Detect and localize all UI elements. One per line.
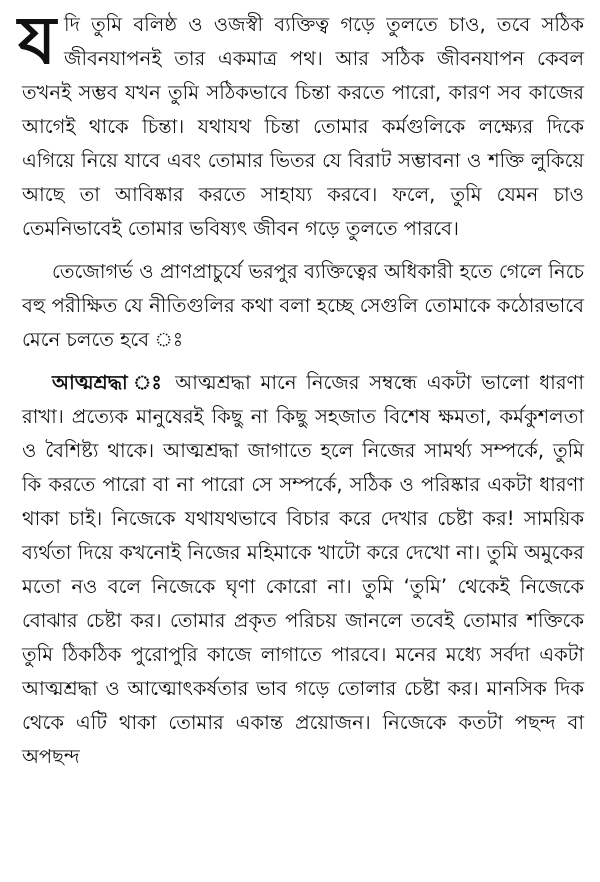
paragraph-2-text: তেজোগর্ভ ও প্রাণপ্রাচুর্যে ভরপুর ব্যক্তিত্বের অধিকারী হতে গেলে নিচে বহু পরীক্ষিত যে নীতিগুলির কথা বলা হচ্ছে সেগুলি তোমাকে কঠোরভাবে মেনে চলতে হবে ঃ — [22, 260, 584, 351]
section-heading-self-respect: আত্মশ্রদ্ধা ঃ — [52, 371, 166, 394]
drop-cap-letter: য — [18, 2, 57, 79]
paragraph-1 — [18, 2, 584, 246]
paragraph-3-text: আত্মশ্রদ্ধা মানে নিজের সম্বন্ধে একটা ভালো ধারণা রাখা। প্রত্যেক মানুষেরই কিছু না কিছু সহজাত বিশেষ ক্ষমতা, কর্মকুশলতা ও বৈশিষ্ট্য থাকে। আত্মশ্রদ্ধা জাগাতে হলে নিজের সামর্থ্য সম্পর্কে, তুমি কি করতে পারো বা না পারো সে সম্পর্কে, সঠিক ও পরিষ্কার একটা ধারণা থাকা চাই। নিজেকে যথাযথভাবে বিচার করে দেখার চেষ্টা কর! সাময়িক ব্যর্থতা দিয়ে কখনোই নিজের মহিমাকে খাটো করে দেখো না। তুমি অমুকের মতো নও বলে নিজেকে ঘৃণা কোরো না। তুমি ‘তুমি’ থেকেই নিজেকে বোঝার চেষ্টা কর। তোমার প্রকৃত পরিচয় জানলে তবেই তোমার শক্তিকে তুমি ঠিকঠিক পুরোপুরি কাজে লাগাতে পারবে। মনের মধ্যে সর্বদা একটা আত্মশ্রদ্ধা ও আত্মোৎকর্ষতার ভাব গড়ে তোলার চেষ্টা কর। মানসিক দিক থেকে এটি থাকা তোমার একান্ত প্রয়োজন। নিজেকে কতটা পছন্দ বা অপছন্দ — [22, 371, 584, 768]
document-page — [18, 2, 584, 774]
paragraph-2 — [22, 255, 584, 357]
paragraph-3 — [22, 366, 584, 774]
paragraph-1-text: দি তুমি বলিষ্ঠ ও ওজস্বী ব্যক্তিত্ব গড়ে তুলতে চাও, তবে সঠিক জীবনযাপনই তার একমাত্র পথ। আর সঠিক জীবনযাপন কেবল তখনই সম্ভব যখন তুমি সঠিকভাবে চিন্তা করতে পারো, কারণ সব কাজের আগেই থাকে চিন্তা। যথাযথ চিন্তা তোমার কর্মগুলিকে লক্ষ্যের দিকে এগিয়ে নিয়ে যাবে এবং তোমার ভিতর যে বিরাট সম্ভাবনা ও শক্তি লুকিয়ে আছে তা আবিষ্কার করতে সাহায্য করবে। ফলে, তুমি যেমন চাও তেমনিভাবেই তোমার ভবিষ্যৎ জীবন গড়ে তুলতে পারবে। — [22, 13, 584, 240]
